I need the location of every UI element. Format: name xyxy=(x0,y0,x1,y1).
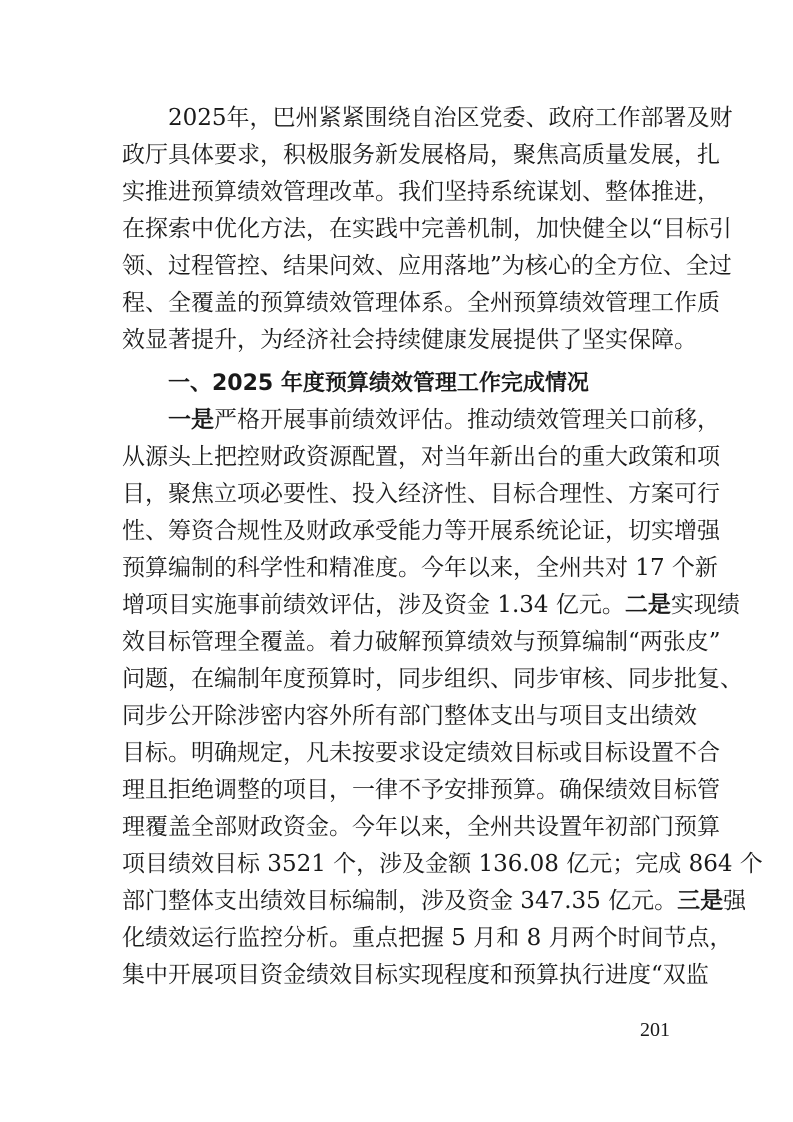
line-text: 强 xyxy=(723,888,747,914)
line-text: 实现绩 xyxy=(670,592,740,618)
paragraph-line: 问题，在编制年度预算时，同步组织、同步审核、同步批复、 xyxy=(122,666,743,692)
paragraph-line: 领、过程管控、结果问效、应用落地”为核心的全方位、全过 xyxy=(122,253,732,279)
paragraph-line: 性、筹资合规性及财政承受能力等开展系统论证，切实增强 xyxy=(122,518,720,544)
paragraph-line: 政厅具体要求，积极服务新发展格局，聚焦高质量发展，扎 xyxy=(122,142,720,168)
line-text: 增项目实施事前绩效评估，涉及资金 1.34 亿元。 xyxy=(122,592,625,618)
line-text: 部门整体支出绩效目标编制，涉及资金 347.35 亿元。 xyxy=(122,888,678,914)
paragraph-line: 理且拒绝调整的项目，一律不予安排预算。确保绩效目标管 xyxy=(122,777,720,803)
section-heading: 一、2025 年度预算绩效管理工作完成情况 xyxy=(168,371,589,396)
keyword-third: 三是 xyxy=(677,888,724,914)
paragraph-line: 目，聚焦立项必要性、投入经济性、目标合理性、方案可行 xyxy=(122,481,720,507)
keyword-first: 一是 xyxy=(168,407,214,433)
paragraph-line: 2025年，巴州紧紧围绕自治区党委、政府工作部署及财 xyxy=(168,105,733,131)
paragraph-line: 目标。明确规定，凡未按要求设定绩效目标或目标设置不合 xyxy=(122,740,720,766)
paragraph-line: 预算编制的科学性和精准度。今年以来，全州共对 17 个新 xyxy=(122,555,718,581)
paragraph-line: 在探索中优化方法，在实践中完善机制，加快健全以“目标引 xyxy=(122,216,732,242)
line-text: 严格开展事前绩效评估。推动绩效管理关口前移， xyxy=(214,407,720,433)
paragraph-line: 效目标管理全覆盖。着力破解预算绩效与预算编制“两张皮” xyxy=(122,629,721,655)
paragraph-line: 集中开展项目资金绩效目标实现程度和预算执行进度“双监 xyxy=(122,962,709,988)
paragraph-line xyxy=(168,402,720,438)
paragraph-line xyxy=(122,883,747,919)
paragraph-line xyxy=(122,587,740,623)
paragraph-line: 项目绩效目标 3521 个，涉及金额 136.08 亿元；完成 864 个 xyxy=(122,851,763,877)
paragraph-line: 化绩效运行监控分析。重点把握 5 月和 8 月两个时间节点， xyxy=(122,925,733,951)
paragraph-line: 同步公开除涉密内容外所有部门整体支出与项目支出绩效 xyxy=(122,703,697,729)
keyword-second: 二是 xyxy=(624,592,671,618)
paragraph-line: 从源头上把控财政资源配置，对当年新出台的重大政策和项 xyxy=(122,444,720,470)
paragraph-line: 理覆盖全部财政资金。今年以来，全州共设置年初部门预算 xyxy=(122,814,720,840)
paragraph-line: 程、全覆盖的预算绩效管理体系。全州预算绩效管理工作质 xyxy=(122,290,720,316)
paragraph-line: 效显著提升，为经济社会持续健康发展提供了坚实保障。 xyxy=(122,327,697,353)
paragraph-line: 实推进预算绩效管理改革。我们坚持系统谋划、整体推进， xyxy=(122,179,720,205)
page-number: 201 xyxy=(640,1019,670,1041)
